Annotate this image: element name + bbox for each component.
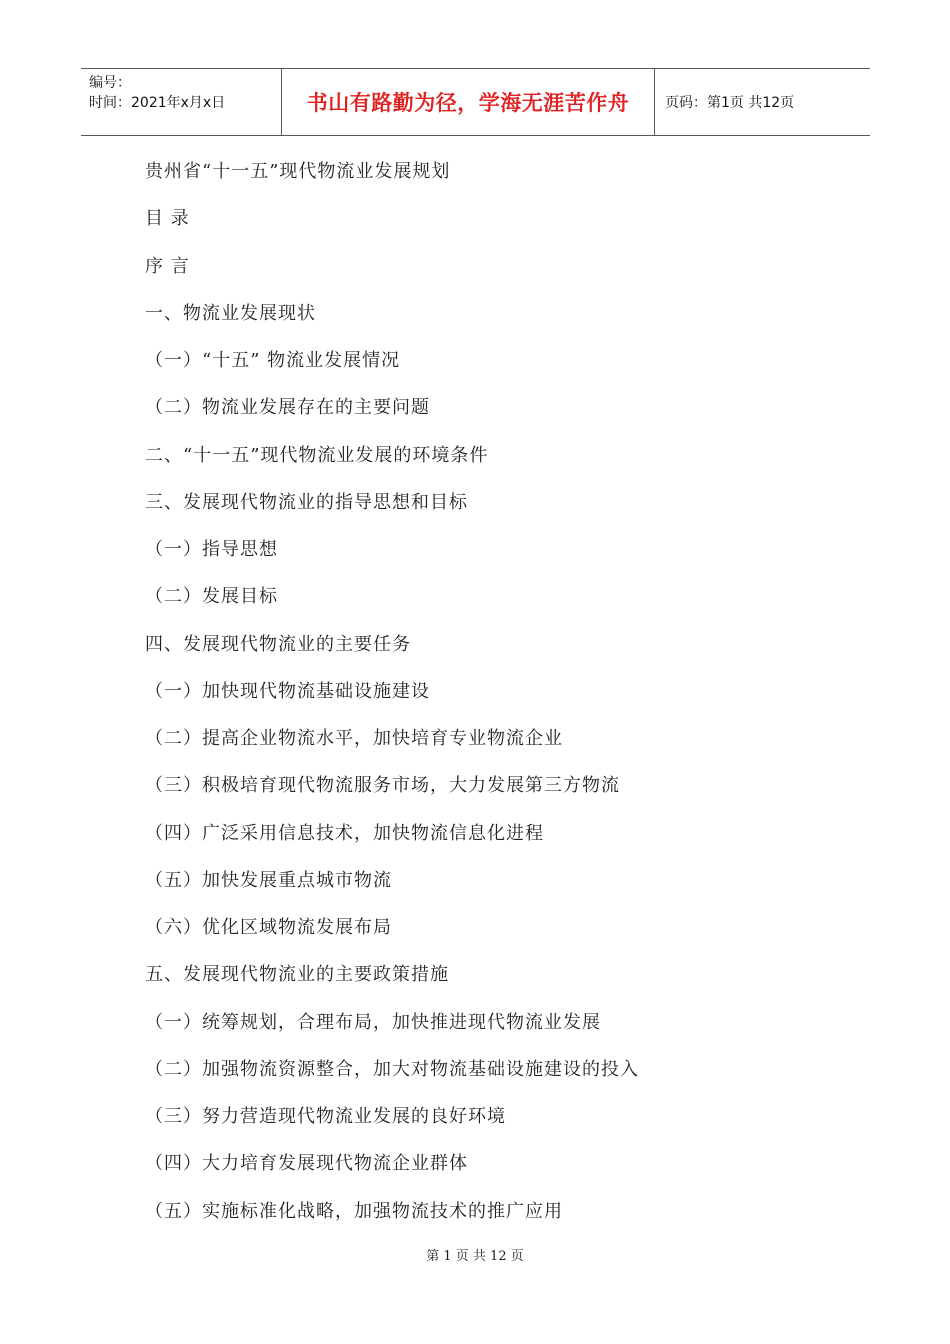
toc-entry: （二）加强物流资源整合，加大对物流基础设施建设的投入 bbox=[145, 1058, 639, 1080]
motto-text: 书山有路勤为径，学海无涯苦作舟 bbox=[306, 91, 630, 115]
toc-entry: 四、发展现代物流业的主要任务 bbox=[145, 633, 411, 655]
number-label: 编号： bbox=[89, 75, 131, 91]
toc-entry: （一）统筹规划，合理布局，加快推进现代物流业发展 bbox=[145, 1011, 601, 1033]
toc-entry: （三）积极培育现代物流服务市场，大力发展第三方物流 bbox=[145, 775, 620, 797]
toc-entry: 五、发展现代物流业的主要政策措施 bbox=[145, 964, 449, 986]
document-title: 贵州省“十一五”现代物流业发展规划 bbox=[145, 161, 451, 182]
toc-heading: 目 录 bbox=[145, 208, 190, 230]
page-info-text: 页码：第1页 共12页 bbox=[665, 95, 795, 111]
time-label: 时间：2021年x月x日 bbox=[89, 95, 226, 111]
toc-entry: （四）大力培育发展现代物流企业群体 bbox=[145, 1153, 468, 1175]
page-header bbox=[81, 68, 870, 136]
toc-entry: 一、物流业发展现状 bbox=[145, 302, 316, 324]
toc-entry: （四）广泛采用信息技术，加快物流信息化进程 bbox=[145, 822, 544, 844]
page-footer bbox=[0, 1245, 950, 1264]
header-page-info bbox=[655, 69, 870, 135]
toc-entry: 二、“十一五”现代物流业发展的环境条件 bbox=[145, 444, 489, 466]
toc-entry: （三）努力营造现代物流业发展的良好环境 bbox=[145, 1106, 506, 1127]
toc-entry: （五）实施标准化战略，加强物流技术的推广应用 bbox=[145, 1200, 563, 1222]
toc-entry: 序 言 bbox=[145, 255, 190, 277]
toc-entry: （六）优化区域物流发展布局 bbox=[145, 917, 392, 938]
footer-page-number: 第 1 页 共 12 页 bbox=[426, 1249, 524, 1264]
toc-entry: （五）加快发展重点城市物流 bbox=[145, 869, 392, 891]
toc-entry: 三、发展现代物流业的指导思想和目标 bbox=[145, 491, 468, 513]
header-meta bbox=[81, 69, 281, 135]
toc-entry: （一）加快现代物流基础设施建设 bbox=[145, 680, 430, 702]
toc-entry: （一）指导思想 bbox=[145, 539, 278, 560]
header-motto-cell bbox=[281, 69, 655, 135]
document-body bbox=[145, 158, 845, 1245]
toc-entry: （二）发展目标 bbox=[145, 586, 278, 608]
toc-entry: （一）“十五” 物流业发展情况 bbox=[145, 350, 401, 371]
toc-entry: （二）提高企业物流水平，加快培育专业物流企业 bbox=[145, 728, 563, 749]
toc-entry: （二）物流业发展存在的主要问题 bbox=[145, 397, 430, 419]
